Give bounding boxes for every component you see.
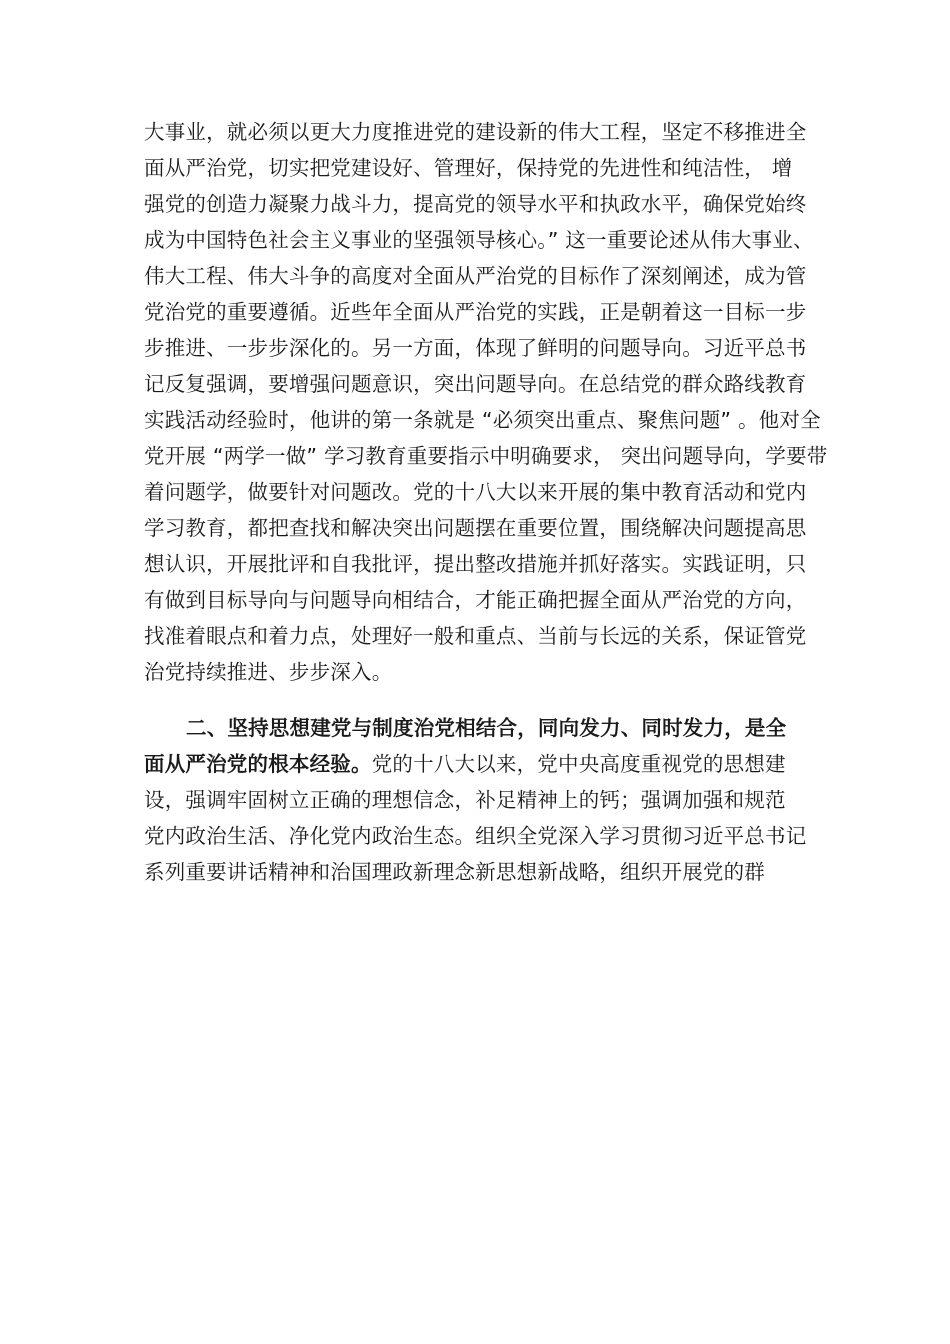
section-heading-line: 二、坚持思想建党与制度治党相结合，同向发力、同时发力，是全 — [186, 716, 787, 740]
text-line — [144, 746, 786, 782]
text-line: 强党的创造力凝聚力战斗力，提高党的领导水平和执政水平，确保党始终 — [144, 192, 807, 216]
text-line: 党治党的重要遵循。近些年全面从严治党的实践，正是朝着这一目标一步 — [144, 300, 807, 324]
text-line: 设，强调牢固树立正确的理想信念，补足精神上的钙；强调加强和规范 — [144, 788, 786, 812]
text-line: 党开展 “两学一做” 学习教育重要指示中明确要求， 突出问题导向，学要带 — [144, 444, 828, 468]
text-line: 学习教育，都把查找和解决突出问题摆在重要位置，围绕解决问题提高思 — [144, 516, 807, 540]
text-line: 步推进、一步步深化的。另一方面，体现了鲜明的问题导向。习近平总书 — [144, 336, 807, 360]
text-line: 着问题学，做要针对问题改。党的十八大以来开展的集中教育活动和党内 — [144, 480, 807, 504]
text-line: 记反复强调，要增强问题意识，突出问题导向。在总结党的群众路线教育 — [144, 372, 807, 396]
text-line: 成为中国特色社会主义事业的坚强领导核心。” 这一重要论述从伟大事业、 — [144, 228, 814, 252]
text-line: 有做到目标导向与问题导向相结合，才能正确把握全面从严治党的方向， — [144, 588, 807, 612]
text-line: 实践活动经验时，他讲的第一条就是 “必须突出重点、聚焦问题” 。他对全 — [144, 408, 821, 432]
text-line: 伟大工程、伟大斗争的高度对全面从严治党的目标作了深刻阐述，成为管 — [144, 264, 807, 288]
text-line: 治党持续推进、步步深入。 — [144, 660, 393, 684]
text-line: 大事业，就必须以更大力度推进党的建设新的伟大工程，坚定不移推进全 — [144, 120, 807, 144]
section-heading-end: 面从严治党的根本经验。 — [144, 752, 372, 776]
text-line: 面从严治党，切实把党建设好、管理好，保持党的先进性和纯洁性， 增 — [144, 156, 793, 180]
text-line: 想认识，开展批评和自我批评，提出整改措施并抓好落实。实践证明，只 — [144, 552, 807, 576]
text-span: 党的十八大以来，党中央高度重视党的思想建 — [371, 752, 786, 776]
text-line: 找准着眼点和着力点，处理好一般和重点、当前与长远的关系，保证管党 — [144, 624, 807, 648]
text-line: 系列重要讲话精神和治国理政新理念新思想新战略，组织开展党的群 — [144, 860, 765, 884]
text-line: 党内政治生活、净化党内政治生态。组织全党深入学习贯彻习近平总书记 — [144, 824, 807, 848]
